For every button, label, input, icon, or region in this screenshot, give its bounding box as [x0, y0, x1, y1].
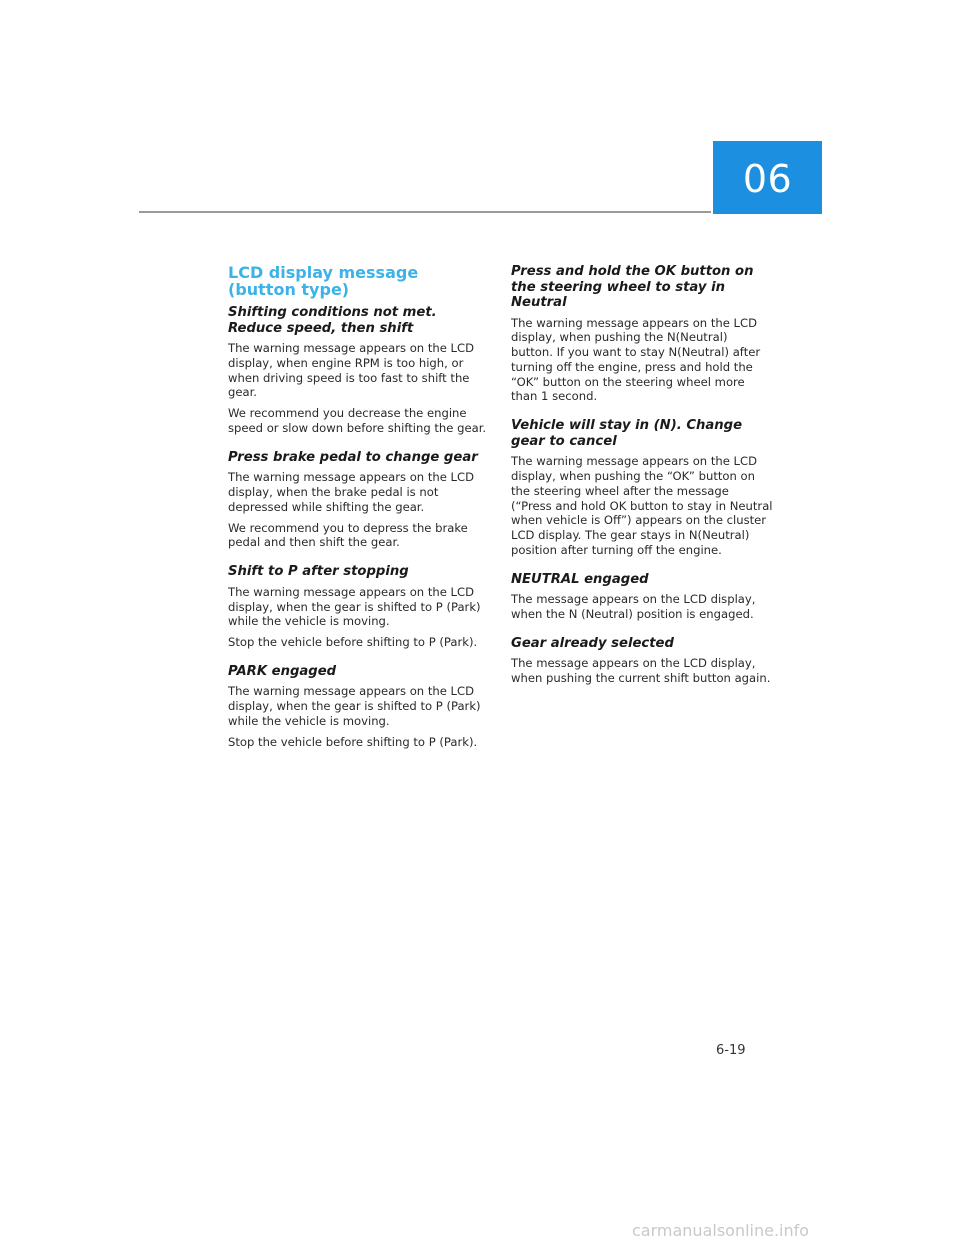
- section-title: LCD display message (button type): [228, 263, 419, 299]
- paragraph: The message appears on the LCD display, when pushing the current shift button again.: [511, 656, 771, 686]
- subheading: Press and hold the OK button on the steering wheel to stay in Neutral: [511, 264, 754, 310]
- right-column: [511, 264, 773, 692]
- chapter-tab: [713, 141, 822, 214]
- paragraph: The warning message appears on the LCD display, when the gear is shifted to P (Park) while the vehicle is moving.: [228, 584, 481, 629]
- subheading: Shifting conditions not met. Reduce speed, then shift: [228, 305, 437, 336]
- paragraph: We recommend you to depress the brake pedal and then shift the gear.: [228, 520, 468, 550]
- watermark: carmanualsonline.info: [632, 1221, 810, 1240]
- paragraph: The warning message appears on the LCD display, when pushing the “OK” button on the steering wheel after the message (“Press and hold OK button to stay in Neutral when vehicle is Off”) appears on the cluster LCD display. The gear stays in N(Neutral) position after turning off the engine.: [511, 454, 773, 558]
- paragraph: The warning message appears on the LCD display, when pushing the N(Neutral) button. If you want to stay N(Neutral) after turning off the engine, press and hold the “OK” button on the steering wheel more than 1 second.: [511, 315, 761, 404]
- subheading: PARK engaged: [228, 663, 337, 679]
- left-column: [228, 264, 490, 756]
- paragraph: Stop the vehicle before shifting to P (Park).: [228, 635, 478, 650]
- chapter-number: 06: [742, 156, 793, 201]
- subheading: Gear already selected: [511, 635, 674, 651]
- paragraph: Stop the vehicle before shifting to P (Park).: [228, 734, 478, 749]
- paragraph: We recommend you decrease the engine speed or slow down before shifting the gear.: [228, 406, 487, 435]
- paragraph: The warning message appears on the LCD display, when engine RPM is too high, or when driving speed is too fast to shift the gear.: [228, 341, 475, 400]
- page-number: 6-19: [716, 1043, 746, 1058]
- header-rule: [139, 211, 711, 213]
- subheading: Shift to P after stopping: [228, 564, 409, 580]
- subheading: Press brake pedal to change gear: [228, 449, 478, 465]
- subheading: Vehicle will stay in (N). Change gear to cancel: [511, 418, 743, 449]
- subheading: NEUTRAL engaged: [511, 571, 649, 587]
- paragraph: The warning message appears on the LCD display, when the gear is shifted to P (Park) while the vehicle is moving.: [228, 684, 481, 729]
- paragraph: The warning message appears on the LCD display, when the brake pedal is not depressed while shifting the gear.: [228, 470, 475, 514]
- paragraph: The message appears on the LCD display, when the N (Neutral) position is engaged.: [511, 592, 756, 622]
